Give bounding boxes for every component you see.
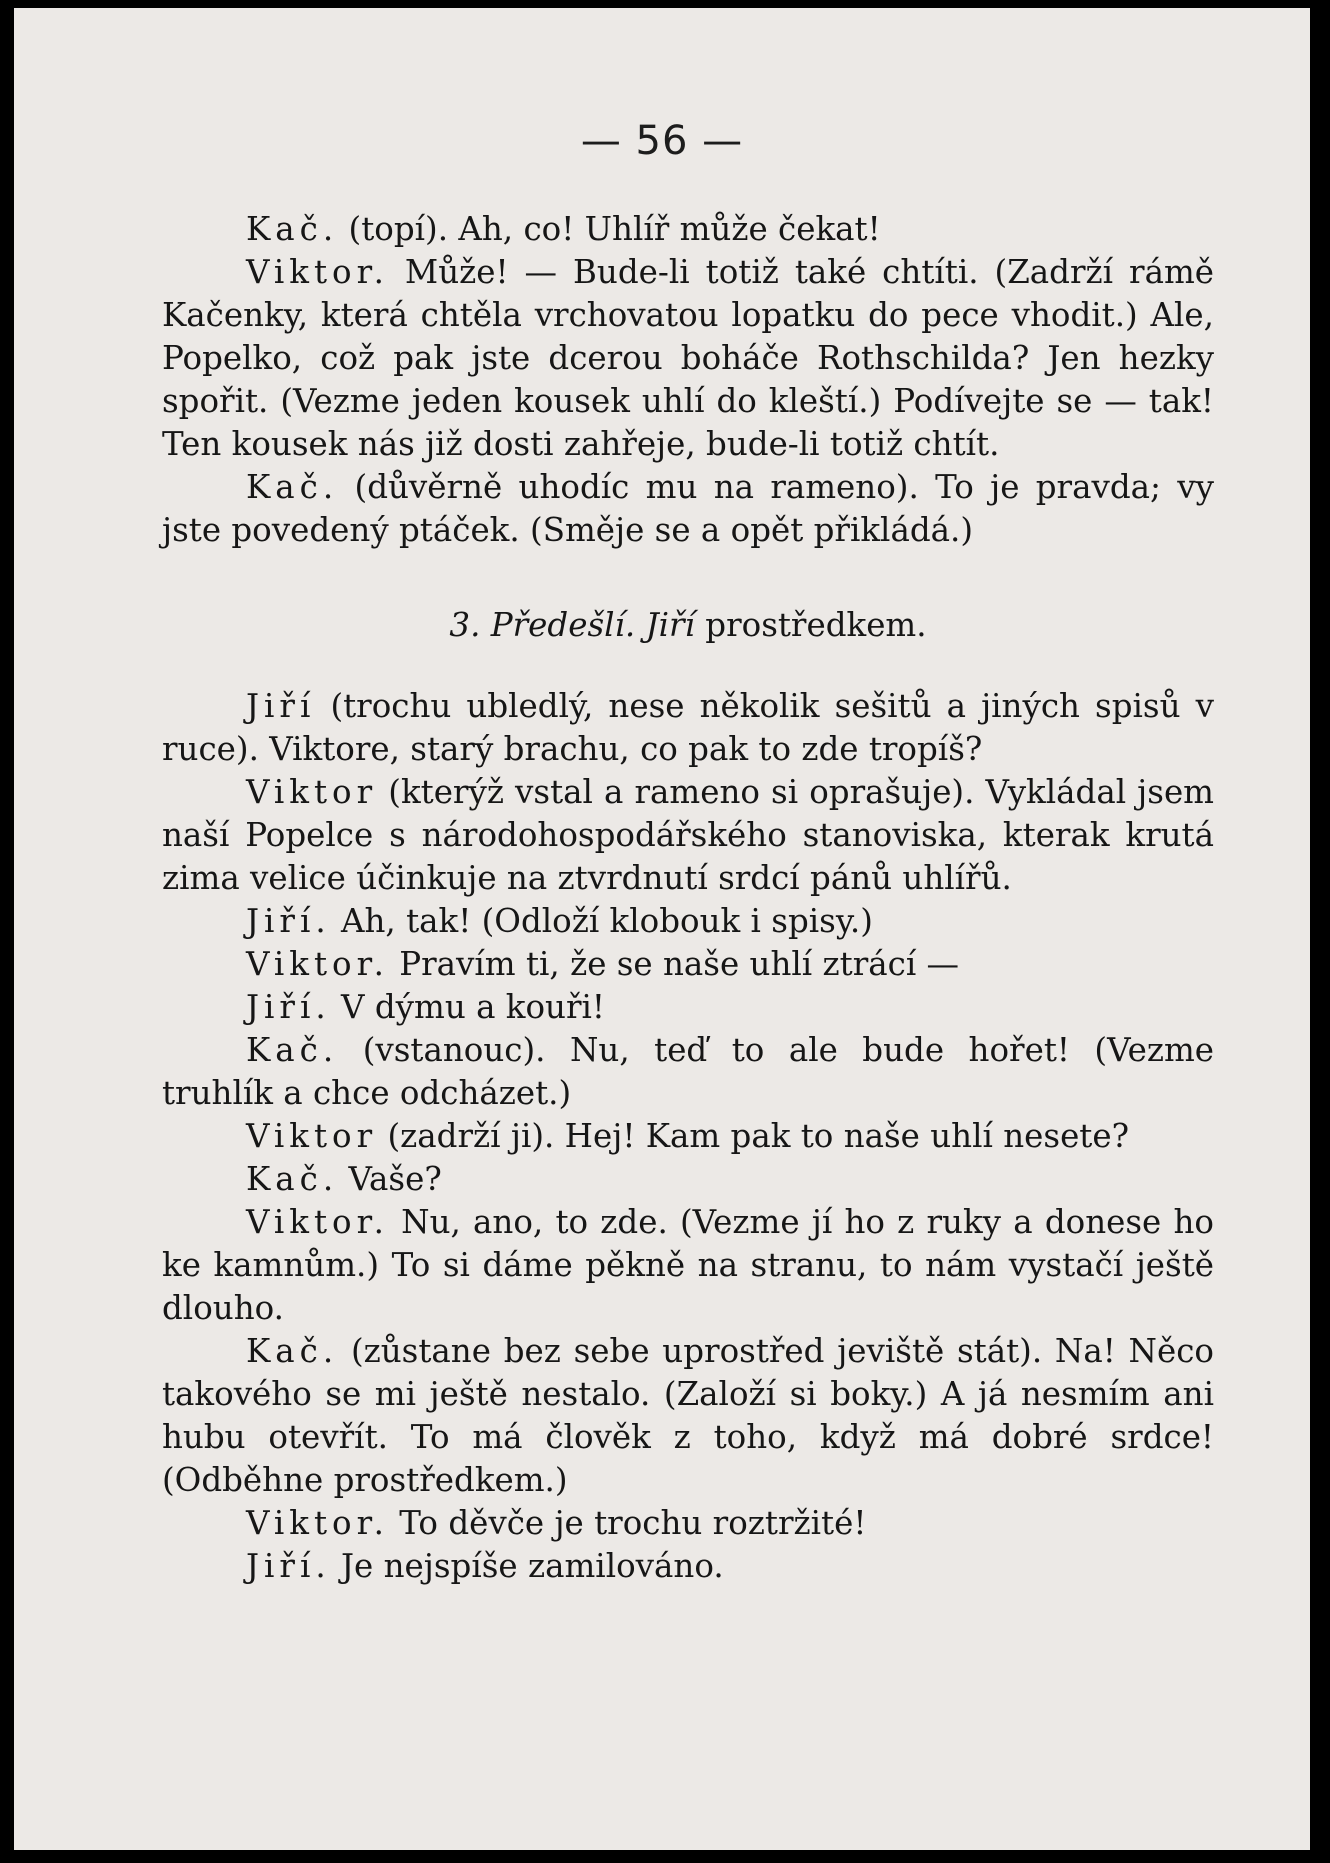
line-text: (topí). Ah, co! Uhlíř může čekat! [348, 210, 881, 248]
speaker-name: Kač. [246, 210, 339, 248]
dialogue-line [162, 986, 1214, 1029]
line-text: Ah, tak! (Odloží klobouk i spisy.) [341, 902, 873, 940]
scene-heading [162, 604, 1214, 647]
speaker-name: Jiří. [246, 1547, 331, 1585]
line-text: (vstanouc). Nu, teď to ale bude hořet! (Vezme truhlík a chce odcházet.) [162, 1031, 1214, 1112]
dialogue-line [162, 1201, 1214, 1330]
speaker-name: Jiří [246, 687, 316, 725]
line-text: Může! — Bude-li totiž také chtíti. (Zadrží rámě Kačenky, která chtěla vrchovatou lopatku do pece vhodit.) Ale, Popelko, což pak jste dcerou boháče Rothschilda? Jen hezky spořit. (Vezme jeden kousek uhlí do kleští.) Podívejte se — tak! Ten kousek nás již dosti zahřeje, bude-li totiž chtít. [162, 253, 1214, 463]
line-text: (zadrží ji). Hej! Kam pak to naše uhlí nesete? [387, 1117, 1130, 1155]
speaker-name: Kač. [246, 1332, 339, 1370]
dialogue-line [162, 208, 1214, 251]
speaker-name: Kač. [246, 1031, 339, 1069]
dialogue-line [162, 1502, 1214, 1545]
dialogue-line [162, 943, 1214, 986]
book-page [14, 8, 1310, 1850]
dialogue-line [162, 685, 1214, 771]
page-text [162, 208, 1214, 1588]
speaker-name: Viktor. [246, 945, 389, 983]
line-text: Je nejspíše zamilováno. [341, 1547, 724, 1585]
line-text: (důvěrně uhodíc mu na rameno). To je pravda; vy jste povedený ptáček. (Směje se a opět přikládá.) [162, 468, 1214, 549]
speaker-name: Viktor [246, 773, 378, 811]
scene-entrance: prostředkem. [705, 606, 927, 644]
scene-characters: Předešlí. Jiří [490, 606, 695, 644]
speaker-name: Viktor [246, 1117, 378, 1155]
dialogue-line [162, 466, 1214, 552]
line-text: Pravím ti, že se naše uhlí ztrácí — [399, 945, 960, 983]
line-text: (zůstane bez sebe uprostřed jeviště stát). Na! Něco takového se mi ještě nestalo. (Založí si boky.) A já nesmím ani hubu otevřít. To má člověk z toho, když má dobré srdce! (Odběhne prostředkem.) [162, 1332, 1214, 1499]
dialogue-line [162, 771, 1214, 900]
dialogue-line [162, 1029, 1214, 1115]
line-text: Nu, ano, to zde. (Vezme jí ho z ruky a donese ho ke kamnům.) To si dáme pěkně na stranu, to nám vystačí ještě dlouho. [162, 1203, 1214, 1327]
dialogue-line [162, 1330, 1214, 1502]
speaker-name: Kač. [246, 1160, 339, 1198]
speaker-name: Viktor. [246, 1504, 389, 1542]
dialogue-line [162, 900, 1214, 943]
speaker-name: Jiří. [246, 988, 331, 1026]
line-text: (trochu ubledlý, nese několik sešitů a jiných spisů v ruce). Viktore, starý brachu, co pak to zde tropíš? [162, 687, 1214, 768]
line-text: (kterýž vstal a rameno si oprašuje). Vykládal jsem naší Popelce s národohospodářského stanoviska, kterak krutá zima velice účinkuje na ztvrdnutí srdcí pánů uhlířů. [162, 773, 1214, 897]
dialogue-line [162, 1115, 1214, 1158]
speaker-name: Viktor. [246, 1203, 389, 1241]
line-text: V dýmu a kouři! [341, 988, 605, 1026]
speaker-name: Kač. [246, 468, 339, 506]
line-text: To děvče je trochu roztržité! [399, 1504, 867, 1542]
dialogue-line [162, 1545, 1214, 1588]
speaker-name: Viktor. [246, 253, 389, 291]
scene-number: 3. [449, 606, 481, 644]
speaker-name: Jiří. [246, 902, 331, 940]
page-number: — 56 — [580, 118, 744, 164]
line-text: Vaše? [348, 1160, 442, 1198]
dialogue-line [162, 1158, 1214, 1201]
dialogue-line [162, 251, 1214, 466]
